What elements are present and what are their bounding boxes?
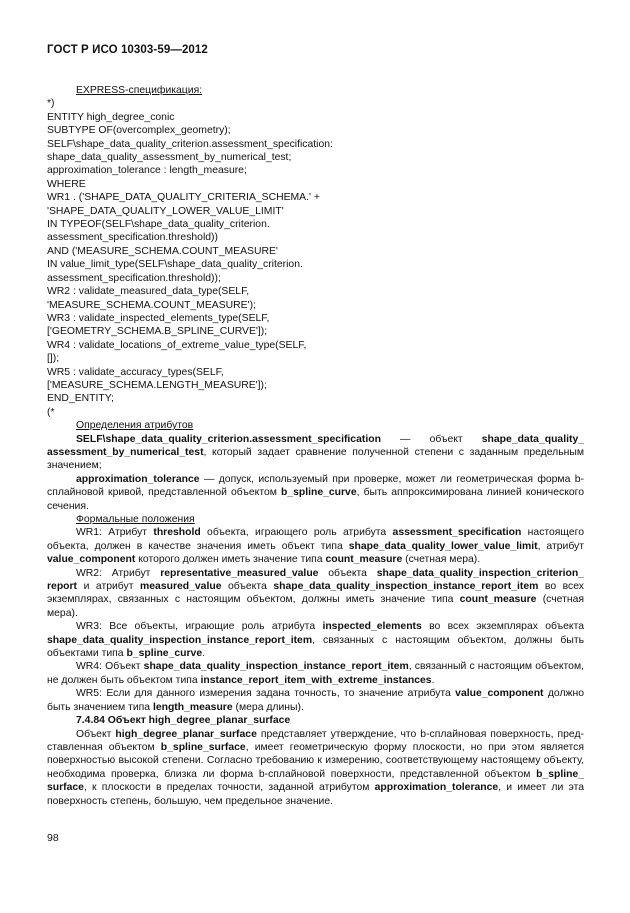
term: assessment_specification: [392, 527, 522, 539]
text: , быть аппроксимирована линией конического сечения.: [47, 487, 584, 512]
term: shape_data_quality_inspection_instance_report_item: [47, 634, 313, 646]
text: — объект: [380, 433, 482, 445]
section-title: 7.4.84 Объект high_degree_planar_surface: [76, 715, 291, 727]
term: shape_data_quality_lower_value_limit: [348, 540, 538, 552]
formal-heading: Формальные положения: [76, 514, 195, 525]
term: shape_data_quality_inspection_criterion_ report: [47, 567, 584, 593]
express-line: SUBTYPE OF(overcomplex_geometry);: [47, 125, 231, 137]
text: настоящего объекта, должен в качестве значения иметь объект типа: [47, 527, 584, 552]
section-paragraph: [47, 728, 584, 808]
rule-paragraph: [47, 660, 584, 687]
express-line: (*: [47, 406, 55, 418]
term: b_spline_curve: [126, 648, 203, 660]
express-line: ENTITY high_degree_conic: [47, 111, 175, 123]
term: SELF\shape_data_quality_criterion.assessment_specification: [76, 433, 381, 445]
term: measured_value: [140, 581, 222, 593]
express-line: 'SHAPE_DATA_QUALITY_LOWER_VALUE_LIMIT': [47, 205, 284, 217]
page-content: [47, 84, 584, 808]
express-line: SELF\shape_data_quality_criterion.assessment_specification:: [47, 138, 333, 150]
text: WR4: Объект: [76, 661, 144, 673]
text: , атрибут: [537, 540, 585, 552]
term: instance_report_item_with_extreme_instances: [200, 674, 432, 686]
term: shape_data_quality_inspection_instance_report_item: [143, 661, 409, 673]
express-line: 'MEASURE_SCHEMA.COUNT_MEASURE');: [47, 299, 256, 311]
express-line: END_ENTITY;: [47, 393, 114, 405]
term: approximation_tolerance: [76, 473, 200, 485]
text: — допуск, используемый при проверке, может ли геометрическая форма b-сплайновой кривой, представленной объектом: [47, 473, 584, 499]
term: approximation_tolerance: [374, 782, 499, 794]
express-line: assessment_specification.threshold)): [47, 232, 218, 244]
express-line: WR5 : validate_accuracy_types(SELF,: [47, 366, 224, 378]
term: b_spline_curve: [280, 487, 357, 499]
text: (счетная мера).: [402, 554, 481, 566]
definitions-heading: Определения атрибутов: [76, 420, 194, 432]
rule-paragraph: [47, 567, 584, 621]
term: representative_measured_value: [160, 567, 319, 579]
definition-paragraph: [47, 473, 584, 513]
express-line: approximation_tolerance : length_measure;: [47, 165, 247, 177]
express-line: ['GEOMETRY_SCHEMA.B_SPLINE_CURVE']);: [47, 326, 268, 338]
text: WR1: Атрибут: [76, 527, 154, 539]
text: представляет утверждение, что b-сплайновая поверхность, представленная объектом: [47, 728, 584, 753]
text: объекта, играющего роль атрибута: [200, 527, 393, 539]
term: shape_data_quality_inspection_instance_report_item: [273, 581, 539, 593]
express-line: *): [47, 98, 55, 110]
text: объекта: [221, 581, 274, 593]
text: .: [202, 648, 205, 660]
express-line: WR3 : validate_inspected_elements_type(SELF,: [47, 312, 270, 324]
text: , к плоскости в пределах точности, заданной атрибутом: [83, 782, 375, 794]
text: , и имеет ли эта поверхность степень, большую, чем предельное значение.: [47, 782, 584, 807]
term: value_component: [455, 688, 544, 700]
document-header: ГОСТ Р ИСО 10303-59—2012: [47, 44, 208, 56]
term: inspected_elements: [322, 621, 422, 633]
text: (мера длины).: [232, 701, 304, 713]
text: , имеет геометрическую форму плоскости, но при этом является поверхностью высокой степени. Согласно требованию к измерению, соответствующему настоящему объекту, необходима проверка, близка ли форма b-сплайновой поверхности, представленной объектом: [47, 741, 585, 780]
term: threshold: [153, 527, 201, 539]
express-line: AND ('MEASURE_SCHEMA.COUNT_MEASURE': [47, 245, 278, 257]
express-heading: EXPRESS-спецификация:: [76, 85, 203, 96]
definition-paragraph: [47, 433, 584, 473]
text: и атрибут: [77, 581, 141, 593]
express-line: assessment_specification.threshold));: [47, 272, 221, 284]
express-line: IN TYPEOF(SELF\shape_data_quality_criterion.: [47, 219, 270, 231]
text: которого должен иметь значение типа: [135, 554, 326, 566]
text: WR2: Атрибут: [76, 567, 161, 579]
text: Объект: [76, 728, 116, 740]
text: (счетная мера).: [47, 594, 584, 619]
term: value_component: [47, 554, 136, 566]
express-line: WR2 : validate_measured_data_type(SELF,: [47, 286, 250, 298]
text: во всех экземплярах объекта: [421, 621, 585, 633]
term: b_spline_surface: [160, 741, 246, 753]
rule-paragraph: [47, 687, 584, 714]
express-code-block: [47, 97, 584, 419]
text: объекта: [318, 567, 377, 579]
rule-paragraph: [47, 526, 584, 566]
text: должно быть значением типа: [47, 688, 585, 713]
express-line: WR1 . ('SHAPE_DATA_QUALITY_CRITERIA_SCHEMA.' +: [47, 192, 320, 204]
express-line: ['MEASURE_SCHEMA.LENGTH_MEASURE']);: [47, 379, 267, 391]
text: , связанных с настоящим объектом, должны быть объектами типа: [47, 634, 584, 660]
term: length_measure: [152, 701, 233, 713]
text: .: [431, 674, 435, 686]
term: high_degree_planar_surface: [115, 728, 257, 740]
term: b_spline_ surface: [47, 768, 584, 794]
express-line: WR4 : validate_locations_of_extreme_value_type(SELF,: [47, 339, 307, 351]
express-line: shape_data_quality_assessment_by_numerical_test;: [47, 152, 292, 164]
page-number: 98: [47, 832, 59, 844]
express-line: IN value_limit_type(SELF\shape_data_quality_criterion.: [47, 259, 303, 271]
text: , связанный с настоящим объектом, не должен быть объектом типа: [47, 661, 584, 686]
text: WR3: Все объекты, играющие роль атрибута: [76, 621, 323, 633]
term: count_measure: [459, 594, 537, 606]
express-line: WHERE: [47, 178, 86, 190]
text: , который задает сравнение полученной степени с заданным предельным значением;: [47, 446, 584, 472]
term: shape_data_quality_ assessment_by_numerical_test: [47, 433, 584, 458]
express-line: []);: [47, 353, 60, 365]
text: WR5: Если для данного измерения задана точность, то значение атрибута: [76, 688, 456, 700]
rule-paragraph: [47, 620, 584, 660]
term: count_measure: [325, 554, 403, 566]
text: во всех экземплярах, связанных с настоящим объектом, должны иметь значение типа: [47, 581, 584, 606]
